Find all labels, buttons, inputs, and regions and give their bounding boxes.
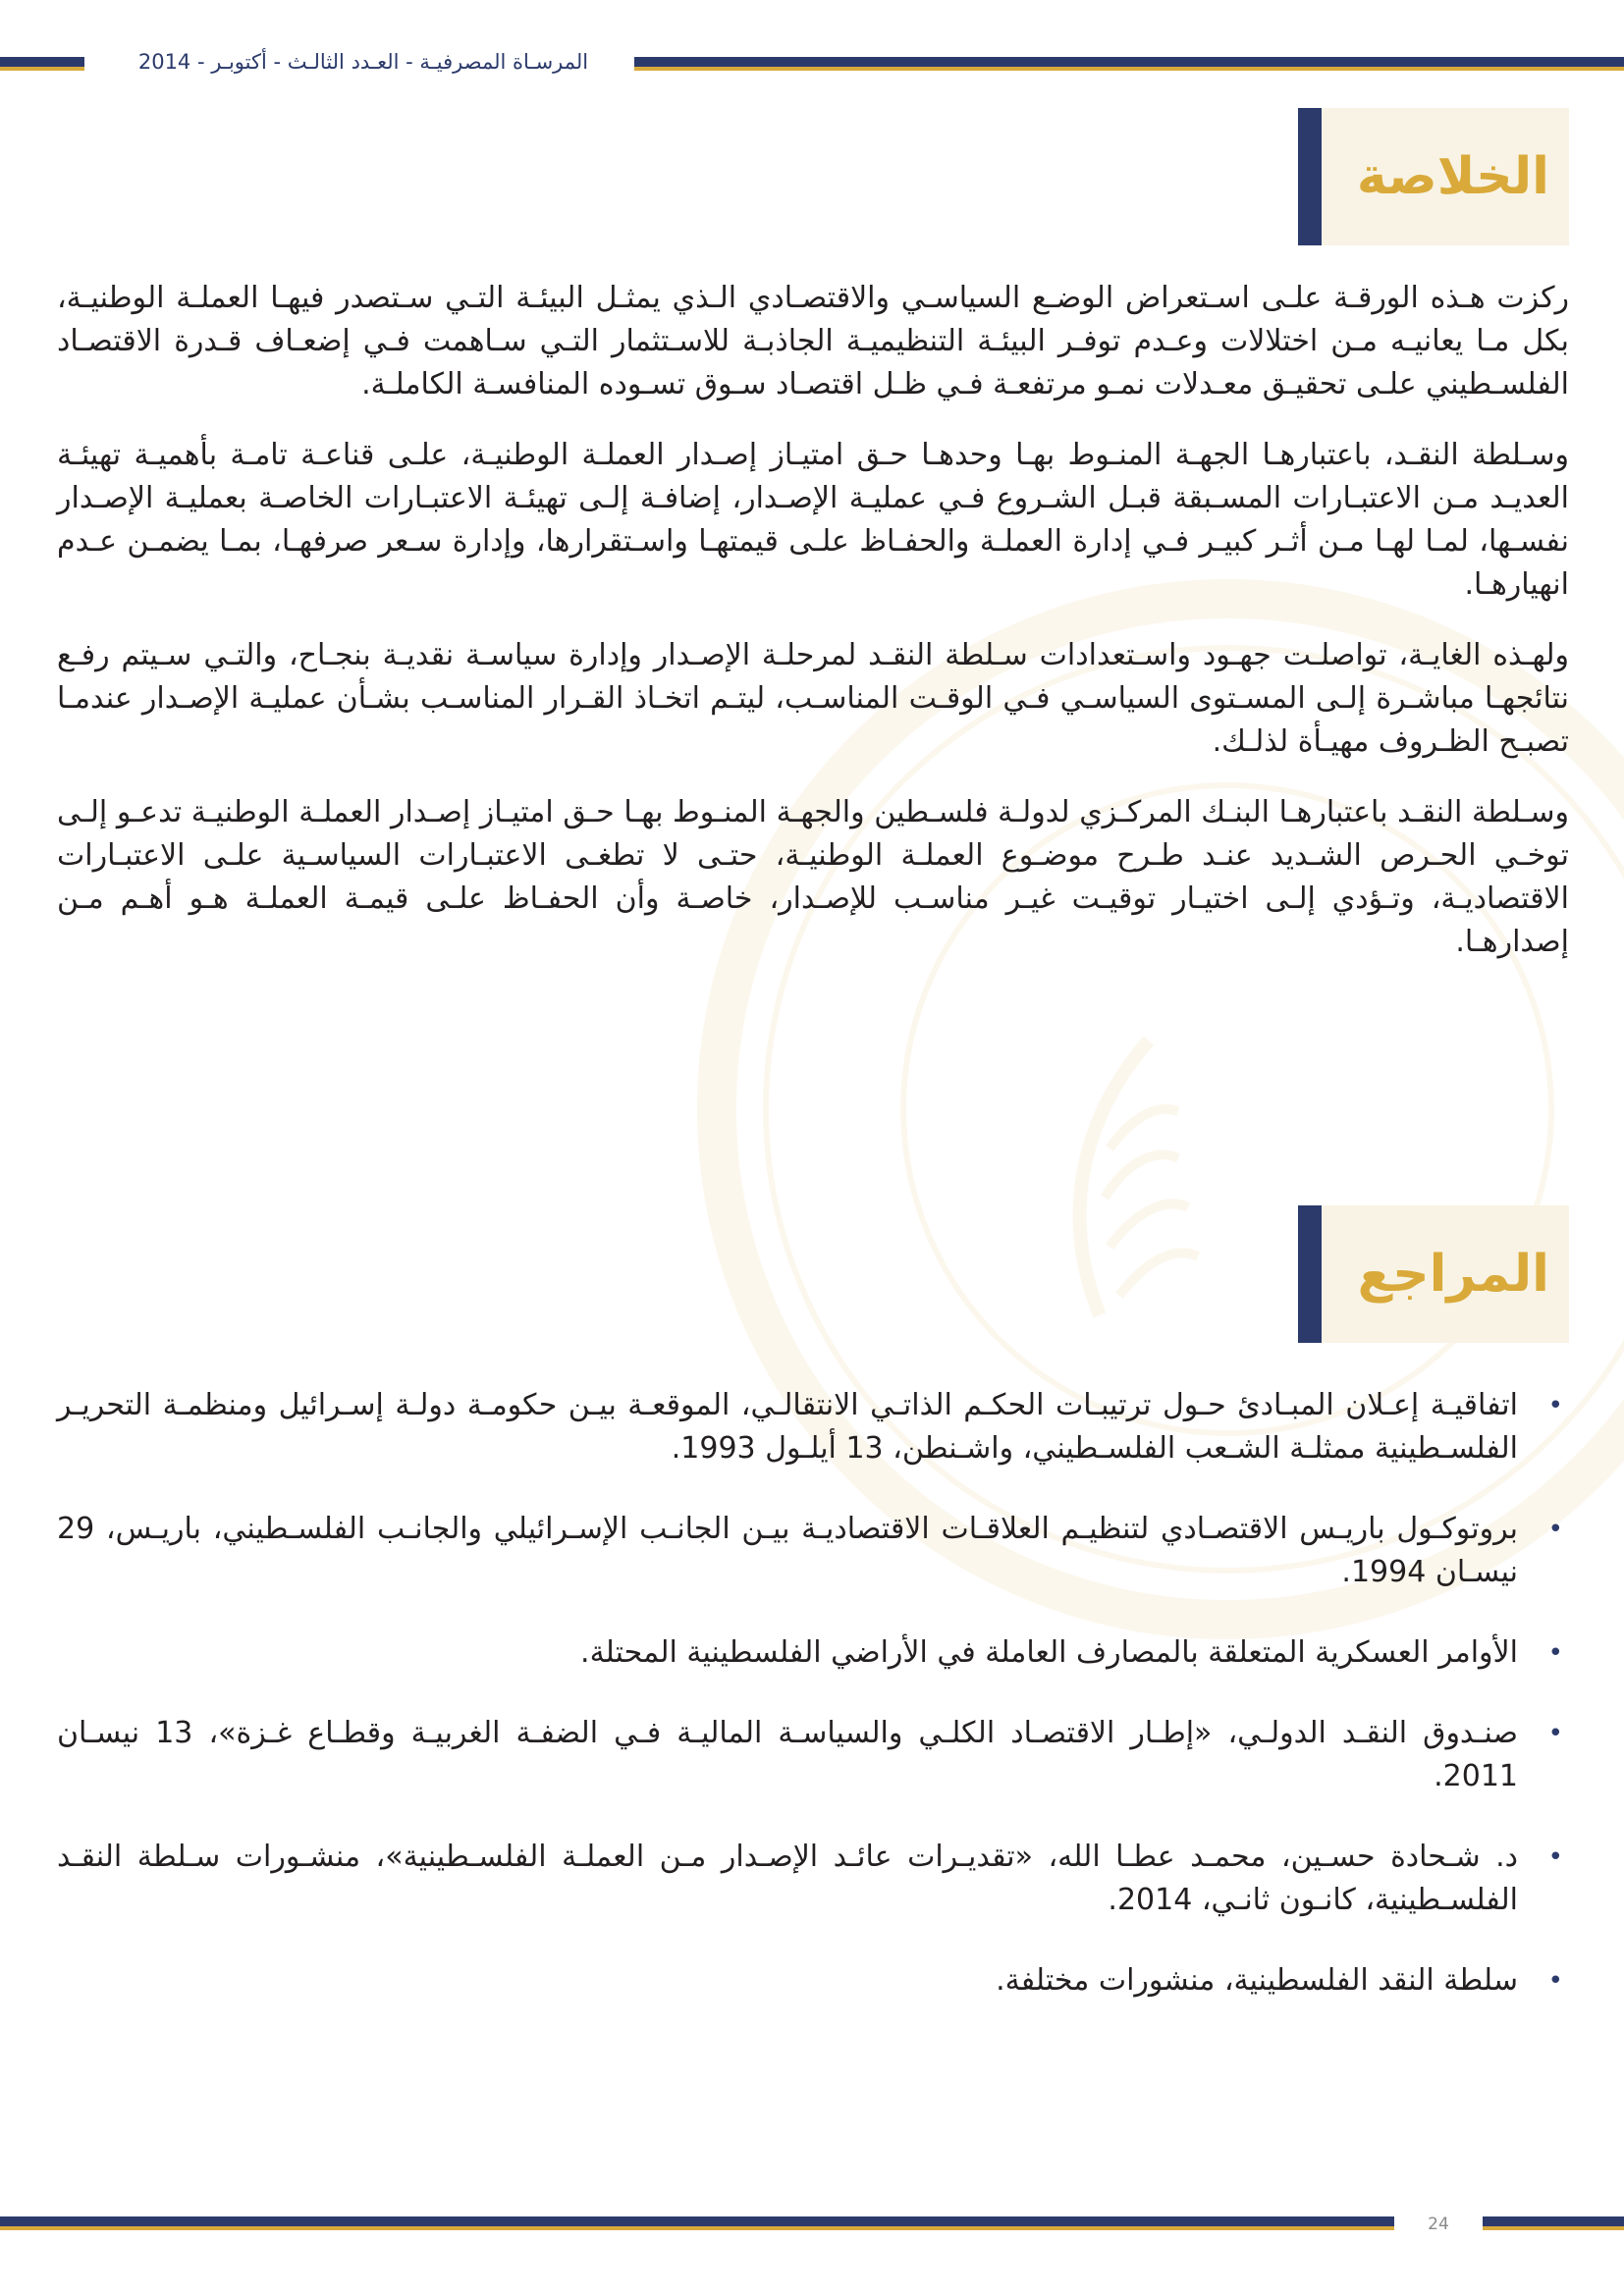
bullet-icon: • — [1547, 1842, 1563, 1872]
reference-text: صنـدوق النقـد الدولـي، «إطـار الاقتصـاد الكلـي والسياسـة الماليـة فـي الضفـة الغربيـة وقطـاع غـزة»، 13 نيسـان 2011. — [57, 1716, 1518, 1793]
references-heading-box — [1308, 1205, 1569, 1343]
bullet-icon: • — [1547, 1391, 1563, 1420]
bullet-icon: • — [1547, 1515, 1563, 1544]
summary-body — [57, 277, 1569, 991]
heading-accent-bar — [1298, 1205, 1322, 1343]
summary-heading: الخلاصة — [1356, 147, 1549, 206]
summary-heading-box — [1308, 108, 1569, 245]
bullet-icon: • — [1547, 1966, 1563, 1996]
reference-item — [57, 1631, 1569, 1675]
reference-item — [57, 1384, 1569, 1470]
summary-paragraph: ولهـذه الغايـة، تواصلـت جهـود واسـتعدادات سـلطة النقـد لمرحلـة الإصـدار وإدارة سياسـة نقديـة بنجـاح، والتـي سـيتم رفـع نتائجهـا مباشـرة إلـى المسـتوى السياسـي فـي الوقـت المناسـب، ليتـم اتخـاذ القـرار المناسـب بشـأن عمليـة الإصـدار عندمـا تصبـح الظـروف مهيـأة لذلـك. — [57, 638, 1569, 759]
running-title: المرسـاة المصرفيـة - العـدد الثالـث - أكتوبـر - 2014 — [137, 50, 589, 74]
reference-text: سلطة النقد الفلسطينية، منشورات مختلفة. — [996, 1963, 1518, 1998]
summary-paragraph: وسـلطة النقـد باعتبارهـا البنـك المركـزي لدولـة فلسـطين والجهـة المنـوط بهـا حـق امتيـاز إصـدار العملـة الوطنيـة تدعـو إلـى توخـي الحـرص الشـديد عنـد طـرح موضـوع العملـة الوطنيـة، حتـى لا تطغـى الاعتبـارات السياسـية علـى الاعتبـارات الاقتصاديـة، وتـؤدي إلـى اختيـار توقيـت غيـر مناسـب للإصـدار، خاصـة وأن الحفـاظ علـى قيمـة العملـة هـو أهـم مـن إصدارهـا. — [57, 795, 1569, 959]
heading-accent-bar — [1298, 108, 1322, 245]
summary-paragraph: ركزت هـذه الورقـة علـى اسـتعراض الوضـع السياسـي والاقتصـادي الـذي يمثـل البيئـة التـي سـتصدر فيهـا العملـة الوطنيـة، بكل مـا يعانيـه مـن اختلالات وعـدم توفـر البيئـة التنظيميـة الجاذبـة للاسـتثمار التـي سـاهمت فـي إضعـاف قـدرة الاقتصـاد الفلسـطيني علـى تحقيـق معـدلات نمـو مرتفعـة فـي ظـل اقتصـاد سـوق تسـوده المنافسـة الكاملـة. — [57, 281, 1569, 401]
header-rule-left — [0, 57, 84, 71]
bullet-icon: • — [1547, 1638, 1563, 1668]
header-rule-right — [634, 57, 1624, 71]
footer-rule-left — [0, 2216, 1394, 2230]
reference-text: اتفاقيـة إعـلان المبـادئ حـول ترتيبـات الحكـم الذاتـي الانتقالـي، الموقعـة بيـن حكومـة دولـة إسـرائيل ومنظمـة التحريـر الفلسـطينية ممثلـة الشـعب الفلسـطيني، واشـنطن، 13 أيلـول 1993. — [57, 1388, 1518, 1466]
running-header — [0, 47, 1624, 77]
page-footer — [0, 2213, 1624, 2242]
bullet-icon: • — [1547, 1719, 1563, 1748]
references-heading: المراجع — [1357, 1245, 1549, 1304]
reference-item — [57, 1836, 1569, 1922]
reference-item — [57, 1712, 1569, 1798]
reference-text: الأوامر العسكرية المتعلقة بالمصارف العاملة في الأراضي الفلسطينية المحتلة. — [580, 1635, 1518, 1670]
footer-rule-right — [1483, 2216, 1624, 2230]
reference-text: د. شـحادة حسـين، محمـد عطـا الله، «تقديـرات عائـد الإصـدار مـن العملـة الفلسـطينية»، منشـورات سـلطة النقـد الفلسـطينية، كانـون ثانـي، 2014. — [57, 1840, 1518, 1917]
references-list — [57, 1384, 1569, 2040]
summary-paragraph: وسـلطة النقـد، باعتبارهـا الجهـة المنـوط بهـا وحدهـا حـق امتيـاز إصـدار العملـة الوطنيـة، علـى قناعـة تامـة بأهميـة تهيئـة العديـد مـن الاعتبـارات المسـبقة قبـل الشـروع فـي عمليـة الإصـدار، إضافـة إلـى تهيئـة الاعتبـارات الخاصـة بعمليـة الإصـدار نفسـها، لمـا لهـا مـن أثـر كبيـر فـي إدارة العملـة والحفـاظ علـى قيمتهـا واسـتقرارها، وإدارة سـعر صرفهـا، بمـا يضمـن عـدم انهيارهـا. — [57, 438, 1569, 602]
page-number: 24 — [1428, 2215, 1449, 2234]
reference-item — [57, 1508, 1569, 1594]
reference-item — [57, 1959, 1569, 2002]
reference-text: بروتوكـول باريـس الاقتصـادي لتنظيـم العلاقـات الاقتصاديـة بيـن الجانـب الإسـرائيلي والجانـب الفلسـطيني، باريـس، 29 نيسـان 1994. — [57, 1512, 1518, 1589]
